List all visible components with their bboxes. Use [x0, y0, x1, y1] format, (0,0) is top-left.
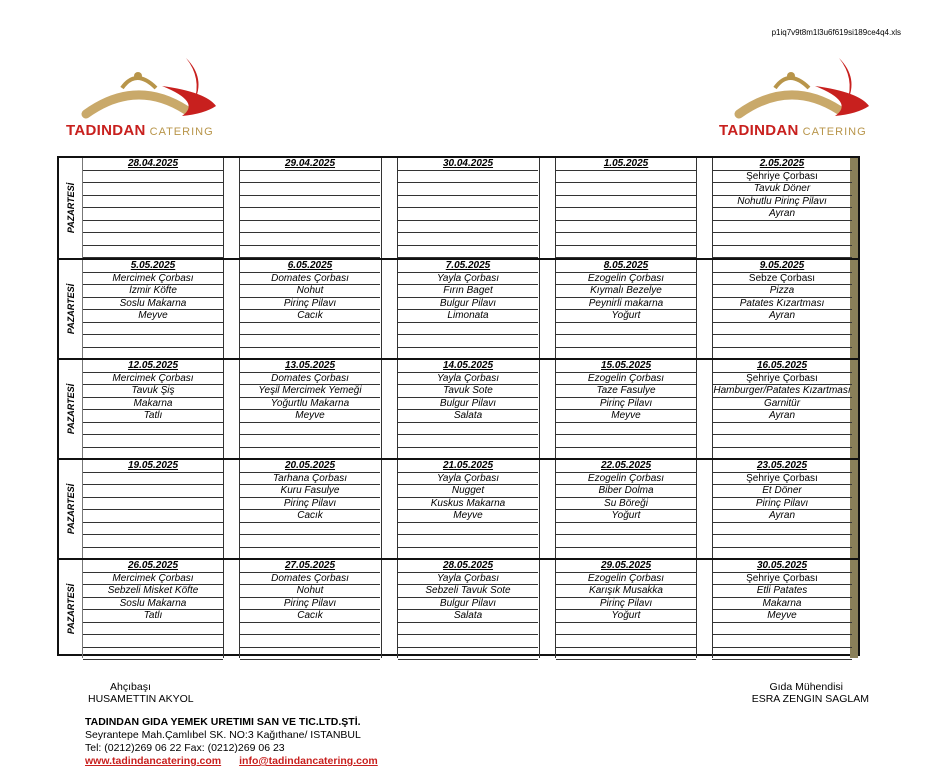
- empty-line: [398, 648, 538, 661]
- menu-item: Etli Patates: [712, 585, 852, 598]
- menu-item: Kıymalı Bezelye: [556, 285, 696, 298]
- menu-item: Bulgur Pilavı: [398, 598, 538, 611]
- column-separator: [696, 360, 713, 458]
- empty-line: [398, 523, 538, 536]
- week-day-label: [59, 560, 83, 658]
- menu-item: Yayla Çorbası: [398, 273, 538, 286]
- day-cell: [398, 460, 538, 558]
- empty-line: [556, 435, 696, 448]
- day-cell: [240, 260, 380, 358]
- company-logo-right: [719, 58, 899, 140]
- menu-date: 9.05.2025: [712, 260, 852, 273]
- menu-date: 13.05.2025: [240, 360, 380, 373]
- brand-sub: CATERING: [149, 126, 214, 138]
- empty-line: [712, 535, 852, 548]
- menu-date: 28.05.2025: [398, 560, 538, 573]
- signature-title: Ahçıbaşı: [110, 681, 151, 693]
- menu-item: Pirinç Pilavı: [240, 598, 380, 611]
- menu-item: Yoğurtlu Makarna: [240, 398, 380, 411]
- empty-line: [240, 535, 380, 548]
- menu-item: Domates Çorbası: [240, 573, 380, 586]
- day-label-text: PAZARTESİ: [65, 483, 76, 535]
- menu-date: 5.05.2025: [83, 260, 223, 273]
- menu-item: Şehriye Çorbası: [712, 573, 852, 586]
- day-cell: [556, 460, 696, 558]
- empty-line: [83, 635, 223, 648]
- week-block: [59, 258, 858, 358]
- empty-line: [240, 335, 380, 348]
- menu-item: Ezogelin Çorbası: [556, 473, 696, 486]
- empty-line: [556, 423, 696, 436]
- menu-item: Patates Kızartması: [712, 298, 852, 311]
- empty-line: [398, 335, 538, 348]
- column-separator: [539, 158, 556, 258]
- menu-date: 19.05.2025: [83, 460, 223, 473]
- day-cell: [398, 260, 538, 358]
- empty-line: [83, 648, 223, 661]
- menu-item: Mercimek Çorbası: [83, 573, 223, 586]
- empty-line: [712, 435, 852, 448]
- menu-item: Yeşil Mercimek Yemeği: [240, 385, 380, 398]
- menu-date: 6.05.2025: [240, 260, 380, 273]
- day-cell: [398, 360, 538, 458]
- empty-line: [712, 423, 852, 436]
- menu-item: Tatlı: [83, 610, 223, 623]
- menu-item: Ayran: [712, 310, 852, 323]
- day-cell: [712, 560, 852, 658]
- column-separator: [539, 260, 556, 358]
- menu-item: Sebze Çorbası: [712, 273, 852, 286]
- day-cell: [83, 260, 223, 358]
- menu-date: 14.05.2025: [398, 360, 538, 373]
- empty-line: [556, 623, 696, 636]
- menu-item: Yayla Çorbası: [398, 373, 538, 386]
- empty-line: [83, 473, 223, 486]
- menu-item: Mercimek Çorbası: [83, 373, 223, 386]
- day-cell: [240, 158, 380, 258]
- empty-line: [712, 221, 852, 234]
- menu-item: Meyve: [240, 410, 380, 423]
- menu-item: Yoğurt: [556, 610, 696, 623]
- signature-name: ESRA ZENGIN SAGLAM: [751, 693, 869, 705]
- menu-date: 28.04.2025: [83, 158, 223, 171]
- empty-line: [712, 523, 852, 536]
- signature-chef: [88, 681, 194, 705]
- menu-date: 22.05.2025: [556, 460, 696, 473]
- menu-item: Pirinç Pilavı: [556, 598, 696, 611]
- menu-item: Peynirli makarna: [556, 298, 696, 311]
- empty-line: [712, 335, 852, 348]
- week-block: [59, 558, 858, 658]
- menu-item: Meyve: [83, 310, 223, 323]
- empty-line: [83, 323, 223, 336]
- column-separator: [223, 158, 240, 258]
- menu-item: Cacık: [240, 610, 380, 623]
- column-separator: [223, 260, 240, 358]
- day-cell: [240, 560, 380, 658]
- menu-item: Pirinç Pilavı: [556, 398, 696, 411]
- company-phone: Tel: (0212)269 06 22 Fax: (0212)269 06 23: [85, 742, 285, 754]
- menu-item: Su Böreği: [556, 498, 696, 511]
- menu-item: Meyve: [712, 610, 852, 623]
- empty-line: [83, 233, 223, 246]
- empty-line: [83, 335, 223, 348]
- empty-line: [240, 635, 380, 648]
- day-label-text: PAZARTESİ: [65, 283, 76, 335]
- day-cell: [398, 560, 538, 658]
- menu-item: Pizza: [712, 285, 852, 298]
- day-cell: [240, 460, 380, 558]
- menu-item: Soslu Makarna: [83, 598, 223, 611]
- column-separator: [696, 158, 713, 258]
- week-block: [59, 358, 858, 458]
- day-cell: [83, 158, 223, 258]
- empty-line: [240, 221, 380, 234]
- column-separator: [696, 460, 713, 558]
- menu-date: 1.05.2025: [556, 158, 696, 171]
- column-separator: [381, 158, 398, 258]
- menu-item: Cacık: [240, 510, 380, 523]
- empty-line: [556, 183, 696, 196]
- empty-line: [556, 233, 696, 246]
- column-separator: [696, 560, 713, 658]
- menu-item: Fırın Baget: [398, 285, 538, 298]
- menu-item: Kuskus Makarna: [398, 498, 538, 511]
- empty-line: [83, 498, 223, 511]
- menu-item: Nohut: [240, 585, 380, 598]
- empty-line: [556, 535, 696, 548]
- menu-item: Ayran: [712, 510, 852, 523]
- empty-line: [240, 183, 380, 196]
- empty-line: [398, 623, 538, 636]
- menu-item: Ayran: [712, 208, 852, 221]
- menu-item: Salata: [398, 410, 538, 423]
- menu-item: Domates Çorbası: [240, 373, 380, 386]
- day-label-text: PAZARTESİ: [65, 383, 76, 435]
- empty-line: [712, 246, 852, 259]
- menu-item: Tavuk Şiş: [83, 385, 223, 398]
- empty-line: [83, 523, 223, 536]
- empty-line: [83, 435, 223, 448]
- menu-item: Ezogelin Çorbası: [556, 373, 696, 386]
- column-separator: [539, 360, 556, 458]
- day-cell: [556, 560, 696, 658]
- cloche-icon: [719, 58, 899, 128]
- menu-item: Tatlı: [83, 410, 223, 423]
- menu-item: Domates Çorbası: [240, 273, 380, 286]
- menu-date: 30.05.2025: [712, 560, 852, 573]
- empty-line: [712, 648, 852, 661]
- empty-line: [83, 208, 223, 221]
- email-link[interactable]: info@tadindancatering.com: [239, 755, 378, 767]
- company-logo-left: [66, 58, 246, 140]
- empty-line: [398, 423, 538, 436]
- menu-date: 20.05.2025: [240, 460, 380, 473]
- column-separator: [223, 360, 240, 458]
- menu-item: Nugget: [398, 485, 538, 498]
- file-name: p1iq7v9t8m1l3u6f619si189ce4q4.xls: [771, 28, 901, 37]
- menu-item: Ayran: [712, 410, 852, 423]
- empty-line: [83, 485, 223, 498]
- signature-title: Gıda Mühendisi: [769, 681, 843, 693]
- menu-item: Mercimek Çorbası: [83, 273, 223, 286]
- column-separator: [696, 260, 713, 358]
- empty-line: [83, 196, 223, 209]
- cloche-icon: [66, 58, 246, 128]
- empty-line: [83, 510, 223, 523]
- brand-name: TADINDAN: [719, 122, 799, 139]
- day-cell: [398, 158, 538, 258]
- menu-item: Şehriye Çorbası: [712, 171, 852, 184]
- menu-item: Karışık Musakka: [556, 585, 696, 598]
- column-separator: [381, 460, 398, 558]
- menu-item: Tavuk Sote: [398, 385, 538, 398]
- day-cell: [83, 460, 223, 558]
- week-block: [59, 158, 858, 258]
- empty-line: [398, 635, 538, 648]
- empty-line: [398, 435, 538, 448]
- column-separator: [381, 560, 398, 658]
- brand-name: TADINDAN: [66, 122, 146, 139]
- empty-line: [240, 246, 380, 259]
- empty-line: [240, 623, 380, 636]
- menu-item: Biber Dolma: [556, 485, 696, 498]
- signature-name: HUSAMETTIN AKYOL: [88, 693, 194, 705]
- menu-table: [57, 156, 860, 656]
- column-separator: [223, 460, 240, 558]
- empty-line: [398, 535, 538, 548]
- empty-line: [556, 523, 696, 536]
- menu-item: Şehriye Çorbası: [712, 473, 852, 486]
- empty-line: [712, 233, 852, 246]
- week-block: [59, 458, 858, 558]
- menu-item: Limonata: [398, 310, 538, 323]
- day-cell: [556, 360, 696, 458]
- website-link[interactable]: www.tadindancatering.com: [85, 755, 222, 767]
- empty-line: [83, 221, 223, 234]
- menu-item: Tarhana Çorbası: [240, 473, 380, 486]
- day-cell: [83, 360, 223, 458]
- brand-sub: CATERING: [802, 126, 867, 138]
- empty-line: [556, 208, 696, 221]
- day-cell: [712, 360, 852, 458]
- empty-line: [240, 171, 380, 184]
- day-label-text: PAZARTESİ: [65, 583, 76, 635]
- menu-item: Taze Fasulye: [556, 385, 696, 398]
- empty-line: [240, 435, 380, 448]
- menu-date: 12.05.2025: [83, 360, 223, 373]
- company-footer: [85, 716, 378, 768]
- empty-line: [556, 221, 696, 234]
- menu-date: 7.05.2025: [398, 260, 538, 273]
- empty-line: [712, 323, 852, 336]
- menu-item: Hamburger/Patates Kızartması: [713, 385, 851, 396]
- menu-item: Nohutlu Pirinç Pilavı: [712, 196, 852, 209]
- menu-item: Pirinç Pilavı: [240, 498, 380, 511]
- menu-item: Et Döner: [712, 485, 852, 498]
- empty-line: [398, 246, 538, 259]
- week-day-label: [59, 460, 83, 558]
- menu-item: Cacık: [240, 310, 380, 323]
- empty-line: [240, 196, 380, 209]
- empty-line: [712, 623, 852, 636]
- empty-line: [556, 171, 696, 184]
- menu-item: Ezogelin Çorbası: [556, 573, 696, 586]
- empty-line: [83, 183, 223, 196]
- menu-date: 27.05.2025: [240, 560, 380, 573]
- empty-line: [556, 335, 696, 348]
- menu-item: Salata: [398, 610, 538, 623]
- column-separator: [381, 260, 398, 358]
- menu-item: Soslu Makarna: [83, 298, 223, 311]
- empty-line: [398, 323, 538, 336]
- empty-line: [240, 523, 380, 536]
- day-cell: [712, 158, 852, 258]
- menu-item: İzmir Köfte: [83, 285, 223, 298]
- menu-date: 30.04.2025: [398, 158, 538, 171]
- day-cell: [556, 260, 696, 358]
- signature-engineer: [752, 681, 869, 705]
- menu-date: 29.04.2025: [240, 158, 380, 171]
- week-day-label: [59, 158, 83, 258]
- column-separator: [223, 560, 240, 658]
- menu-date: 8.05.2025: [556, 260, 696, 273]
- day-cell: [712, 260, 852, 358]
- empty-line: [398, 171, 538, 184]
- menu-item: Ezogelin Çorbası: [556, 273, 696, 286]
- menu-item: Bulgur Pilavı: [398, 298, 538, 311]
- empty-line: [83, 535, 223, 548]
- empty-line: [398, 183, 538, 196]
- company-address: Seyrantepe Mah.Çamlıbel SK. NO:3 Kağıthane/ ISTANBUL: [85, 729, 361, 741]
- menu-date: 16.05.2025: [712, 360, 852, 373]
- menu-item: Meyve: [398, 510, 538, 523]
- day-cell: [240, 360, 380, 458]
- menu-item: Sebzeli Tavuk Sote: [398, 585, 538, 598]
- empty-line: [398, 221, 538, 234]
- menu-item: Nohut: [240, 285, 380, 298]
- empty-line: [712, 635, 852, 648]
- day-cell: [83, 560, 223, 658]
- menu-item: Pirinç Pilavı: [712, 498, 852, 511]
- empty-line: [240, 423, 380, 436]
- menu-item: Bulgur Pilavı: [398, 398, 538, 411]
- menu-date: 15.05.2025: [556, 360, 696, 373]
- menu-item: Yayla Çorbası: [398, 473, 538, 486]
- week-day-label: [59, 260, 83, 358]
- empty-line: [83, 623, 223, 636]
- menu-date: 26.05.2025: [83, 560, 223, 573]
- empty-line: [556, 323, 696, 336]
- day-cell: [556, 158, 696, 258]
- menu-date: 29.05.2025: [556, 560, 696, 573]
- empty-line: [556, 635, 696, 648]
- empty-line: [556, 246, 696, 259]
- day-cell: [712, 460, 852, 558]
- menu-item: Garnitür: [712, 398, 852, 411]
- menu-item: Kuru Fasulye: [240, 485, 380, 498]
- menu-date: 23.05.2025: [712, 460, 852, 473]
- menu-item: Yoğurt: [556, 510, 696, 523]
- menu-item: Yoğurt: [556, 310, 696, 323]
- menu-item: Pirinç Pilavı: [240, 298, 380, 311]
- day-label-text: PAZARTESİ: [65, 182, 76, 234]
- menu-date: 21.05.2025: [398, 460, 538, 473]
- empty-line: [83, 423, 223, 436]
- menu-item: Meyve: [556, 410, 696, 423]
- empty-line: [398, 196, 538, 209]
- menu-item: Makarna: [712, 598, 852, 611]
- menu-item: Tavuk Döner: [712, 183, 852, 196]
- column-separator: [539, 560, 556, 658]
- menu-item: Şehriye Çorbası: [712, 373, 852, 386]
- menu-item: Makarna: [83, 398, 223, 411]
- empty-line: [398, 233, 538, 246]
- column-separator: [539, 460, 556, 558]
- empty-line: [398, 208, 538, 221]
- menu-item: Yayla Çorbası: [398, 573, 538, 586]
- menu-item: Sebzeli Misket Köfte: [83, 585, 223, 598]
- company-name: TADINDAN GIDA YEMEK URETIMI SAN VE TIC.LTD.ŞTİ.: [85, 716, 361, 728]
- empty-line: [83, 246, 223, 259]
- week-day-label: [59, 360, 83, 458]
- empty-line: [240, 323, 380, 336]
- empty-line: [240, 208, 380, 221]
- empty-line: [556, 648, 696, 661]
- column-separator: [381, 360, 398, 458]
- menu-date: 2.05.2025: [712, 158, 852, 171]
- empty-line: [556, 196, 696, 209]
- empty-line: [240, 648, 380, 661]
- empty-line: [83, 171, 223, 184]
- empty-line: [240, 233, 380, 246]
